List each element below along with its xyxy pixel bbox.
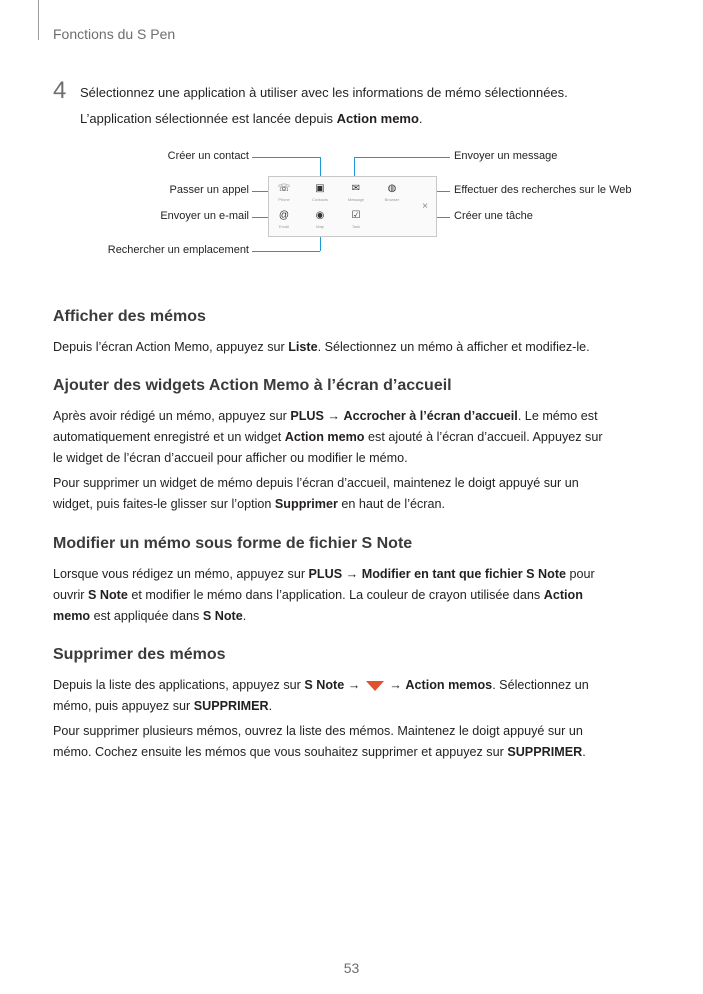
browser-icon: ◍: [387, 183, 397, 194]
map-icon: ◉: [315, 210, 325, 221]
phone-app[interactable]: ☏ Phone: [275, 183, 293, 202]
running-header: Fonctions du S Pen: [53, 26, 176, 42]
paragraph-widgets-line5: widget, puis faites-le glisser sur l’option Supprimer en haut de l’écran.: [53, 497, 446, 511]
paragraph-widgets-line1: Après avoir rédigé un mémo, appuyez sur PLUS → Accrocher à l’écran d’accueil. Le mémo est: [53, 409, 598, 423]
paragraph-supprimer-line3: Pour supprimer plusieurs mémos, ouvrez la liste des mémos. Maintenez le doigt appuyé sur un: [53, 724, 583, 738]
paragraph-widgets-line3: le widget de l’écran d’accueil pour afficher ou modifier le mémo.: [53, 451, 408, 465]
email-icon: @: [278, 210, 290, 221]
message-icon: ✉: [351, 183, 361, 194]
map-app[interactable]: ◉ Map: [311, 210, 329, 229]
browser-app[interactable]: ◍ Browser: [384, 183, 400, 202]
label-envoyer-email: Envoyer un e-mail: [160, 210, 249, 222]
margin-rule: [38, 0, 39, 40]
label-creer-contact: Créer un contact: [167, 150, 249, 162]
paragraph-widgets-line4: Pour supprimer un widget de mémo depuis l’écran d’accueil, maintenez le doigt appuyé sur un: [53, 476, 579, 490]
paragraph-modifier-line1: Lorsque vous rédigez un mémo, appuyez sur PLUS → Modifier en tant que fichier S Note pour: [53, 567, 595, 581]
email-app[interactable]: @ Email: [275, 210, 293, 229]
label-rechercher-emplacement: Rechercher un emplacement: [107, 244, 249, 256]
page-number: 53: [343, 960, 360, 976]
section-title-widgets: Ajouter des widgets Action Memo à l’écran d’accueil: [53, 377, 452, 394]
paragraph-widgets-line2: automatiquement enregistré et un widget Action memo est ajouté à l’écran d’accueil. Appuyez sur: [53, 430, 603, 444]
contact-icon: ▣: [315, 183, 325, 194]
message-app[interactable]: ✉ Message: [347, 183, 365, 202]
contacts-app[interactable]: ▣ Contacts: [312, 183, 328, 202]
app-picker-panel: [268, 176, 437, 237]
task-app[interactable]: ☑ Task: [347, 210, 365, 229]
step-number: 4: [53, 77, 67, 104]
paragraph-supprimer-line2: mémo, puis appuyez sur SUPPRIMER.: [53, 699, 273, 713]
task-icon: ☑: [351, 210, 361, 221]
label-envoyer-message: Envoyer un message: [454, 150, 558, 162]
label-passer-appel: Passer un appel: [169, 184, 249, 196]
phone-icon: ☏: [277, 183, 291, 194]
section-title-afficher: Afficher des mémos: [53, 308, 206, 325]
section-title-supprimer: Supprimer des mémos: [53, 646, 226, 663]
paragraph-afficher: Depuis l’écran Action Memo, appuyez sur Liste. Sélectionnez un mémo à afficher et modifiez-le.: [53, 340, 590, 354]
paragraph-supprimer-line4: mémo. Cochez ensuite les mémos que vous souhaitez supprimer et appuyez sur SUPPRIMER.: [53, 745, 586, 759]
label-effectuer-recherches: Effectuer des recherches sur le Web: [454, 184, 632, 196]
connector-message-h: [354, 157, 450, 158]
connector-contact-h: [252, 157, 320, 158]
step-result: L’application sélectionnée est lancée depuis Action memo.: [80, 111, 423, 126]
paragraph-modifier-line2: ouvrir S Note et modifier le mémo dans l’application. La couleur de crayon utilisée dans Action: [53, 588, 583, 602]
section-title-modifier: Modifier un mémo sous forme de fichier S Note: [53, 535, 413, 552]
step-instruction: Sélectionnez une application à utiliser avec les informations de mémo sélectionnées.: [80, 85, 568, 100]
paragraph-modifier-line3: memo est appliquée dans S Note.: [53, 609, 247, 623]
connector-emplacement-h: [252, 251, 320, 252]
paragraph-supprimer-line1: Depuis la liste des applications, appuyez sur S Note → → Action memos. Sélectionnez un: [53, 678, 589, 692]
more-options-icon: [366, 681, 384, 691]
label-creer-tache: Créer une tâche: [454, 210, 533, 222]
close-icon[interactable]: ×: [422, 201, 428, 212]
